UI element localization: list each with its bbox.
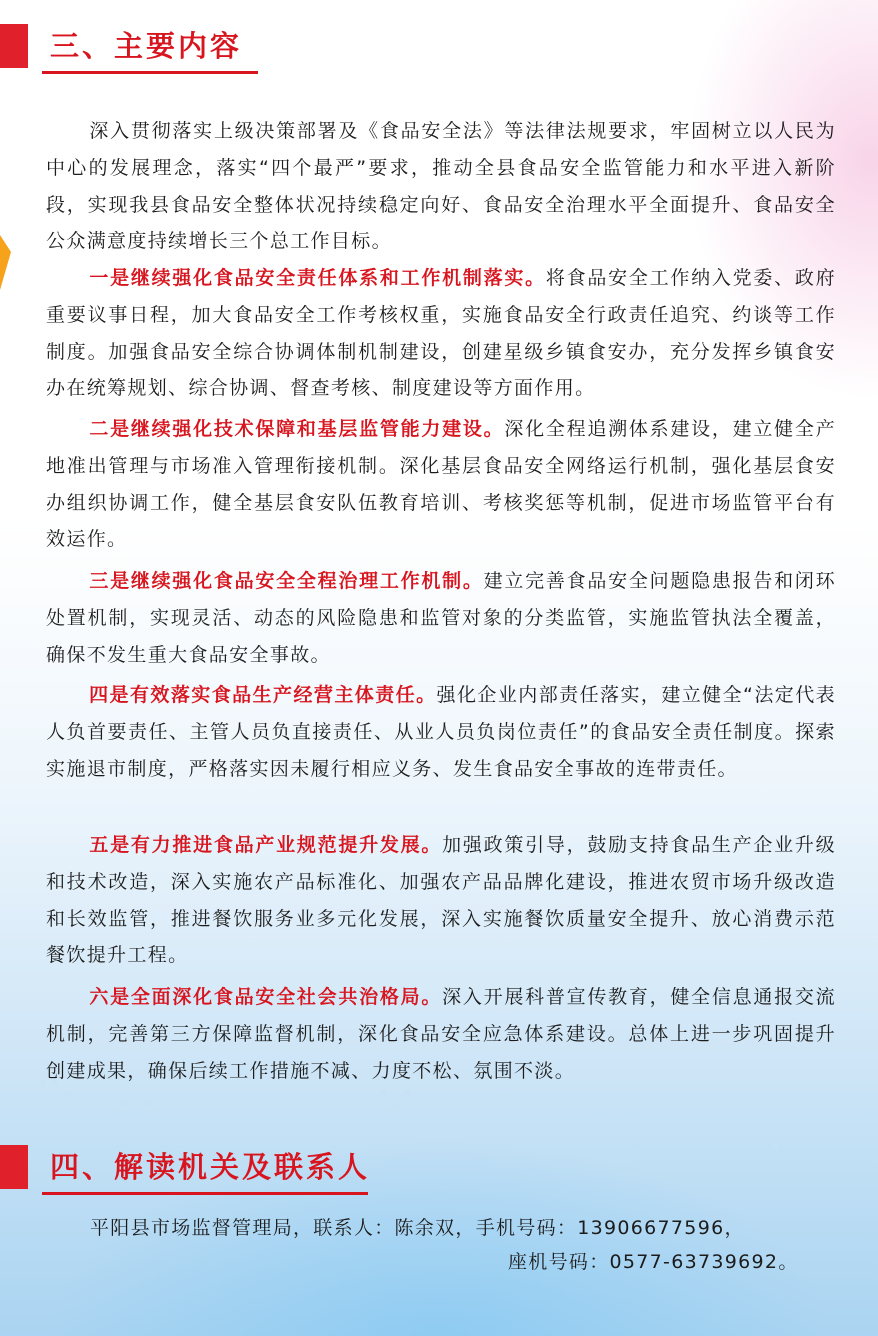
item-three-heading: 三是继续强化食品安全全程治理工作机制。 [89, 570, 484, 592]
item-three-body: 建立完善食品安全问题隐患报告和闭环处置机制，实现灵活、动态的风险隐患和监管对象的分类监管，实施监管执法全覆盖，确保不发生重大食品安全事故。 [46, 570, 837, 666]
item-one-heading: 一是继续强化食品安全责任体系和工作机制落实。 [89, 267, 546, 289]
section-marker-bar [0, 1145, 28, 1189]
item-four-body: 强化企业内部责任落实，建立健全“法定代表人负首要责任、主管人员负直接责任、从业人员负岗位责任”的食品安全责任制度。探索实施退市制度，严格落实因未履行相应义务、发生食品安全事故的连带责任。 [46, 684, 836, 780]
item-six-body: 深入开展科普宣传教育，健全信息通报交流机制，完善第三方保障监督机制，深化食品安全应急体系建设。总体上进一步巩固提升创建成果，确保后续工作措施不减、力度不松、氛围不淡。 [46, 986, 837, 1082]
intro-paragraph [46, 113, 836, 260]
contact-line-landline: 座机号码：0577-63739692。 [508, 1251, 799, 1273]
item-one-body: 将食品安全工作纳入党委、政府重要议事日程，加大食品安全工作考核权重，实施食品安全行政责任追究、约谈等工作制度。加强食品安全综合协调体制机制建设，创建星级乡镇食安办，充分发挥乡镇食安办在统筹规划、综合协调、督查考核、制度建设等方面作用。 [46, 267, 837, 400]
intro-text: 深入贯彻落实上级决策部署及《食品安全法》等法律法规要求，牢固树立以人民为中心的发展理念，落实“四个最严”要求，推动全县食品安全监管能力和水平进入新阶段，实现我县食品安全整体状况持续稳定向好、食品安全治理水平全面提升、食品安全公众满意度持续增长三个总工作目标。 [46, 120, 836, 253]
item-five-body: 加强政策引导，鼓励支持食品生产企业升级和技术改造，深入实施农产品标准化、加强农产品品牌化建设，推进农贸市场升级改造和长效监管，推进餐饮服务业多元化发展，深入实施餐饮质量安全提升、放心消费示范餐饮提升工程。 [46, 834, 837, 967]
item-six-paragraph [46, 979, 836, 1089]
section-title: 三、主要内容 [50, 29, 243, 63]
contact-line-agency-phone: 平阳县市场监督管理局，联系人：陈余双，手机号码：13906677596， [90, 1217, 745, 1239]
item-six-heading: 六是全面深化食品安全社会共治格局。 [89, 986, 443, 1008]
item-two-paragraph [46, 411, 836, 558]
item-five-paragraph [46, 827, 836, 974]
section-marker-bar [0, 24, 28, 68]
item-two-body: 深化全程追溯体系建设，建立健全产地准出管理与市场准入管理衔接机制。深化基层食品安全网络运行机制，强化基层食安办组织协调工作，健全基层食安队伍教育培训、考核奖惩等机制，促进市场监管平台有效运作。 [46, 418, 836, 551]
item-five-heading: 五是有力推进食品产业规范提升发展。 [89, 834, 443, 856]
item-four-paragraph [46, 677, 836, 787]
section-title: 四、解读机关及联系人 [50, 1150, 371, 1184]
orange-hexagon-decor [0, 235, 11, 290]
item-one-paragraph [46, 260, 836, 407]
section-underline [42, 1192, 368, 1195]
item-four-heading: 四是有效落实食品生产经营主体责任。 [89, 684, 437, 706]
section-underline [42, 71, 258, 74]
dot-map-decor [40, 1080, 790, 1148]
item-two-heading: 二是继续强化技术保障和基层监管能力建设。 [89, 418, 505, 440]
item-three-paragraph [46, 563, 836, 673]
